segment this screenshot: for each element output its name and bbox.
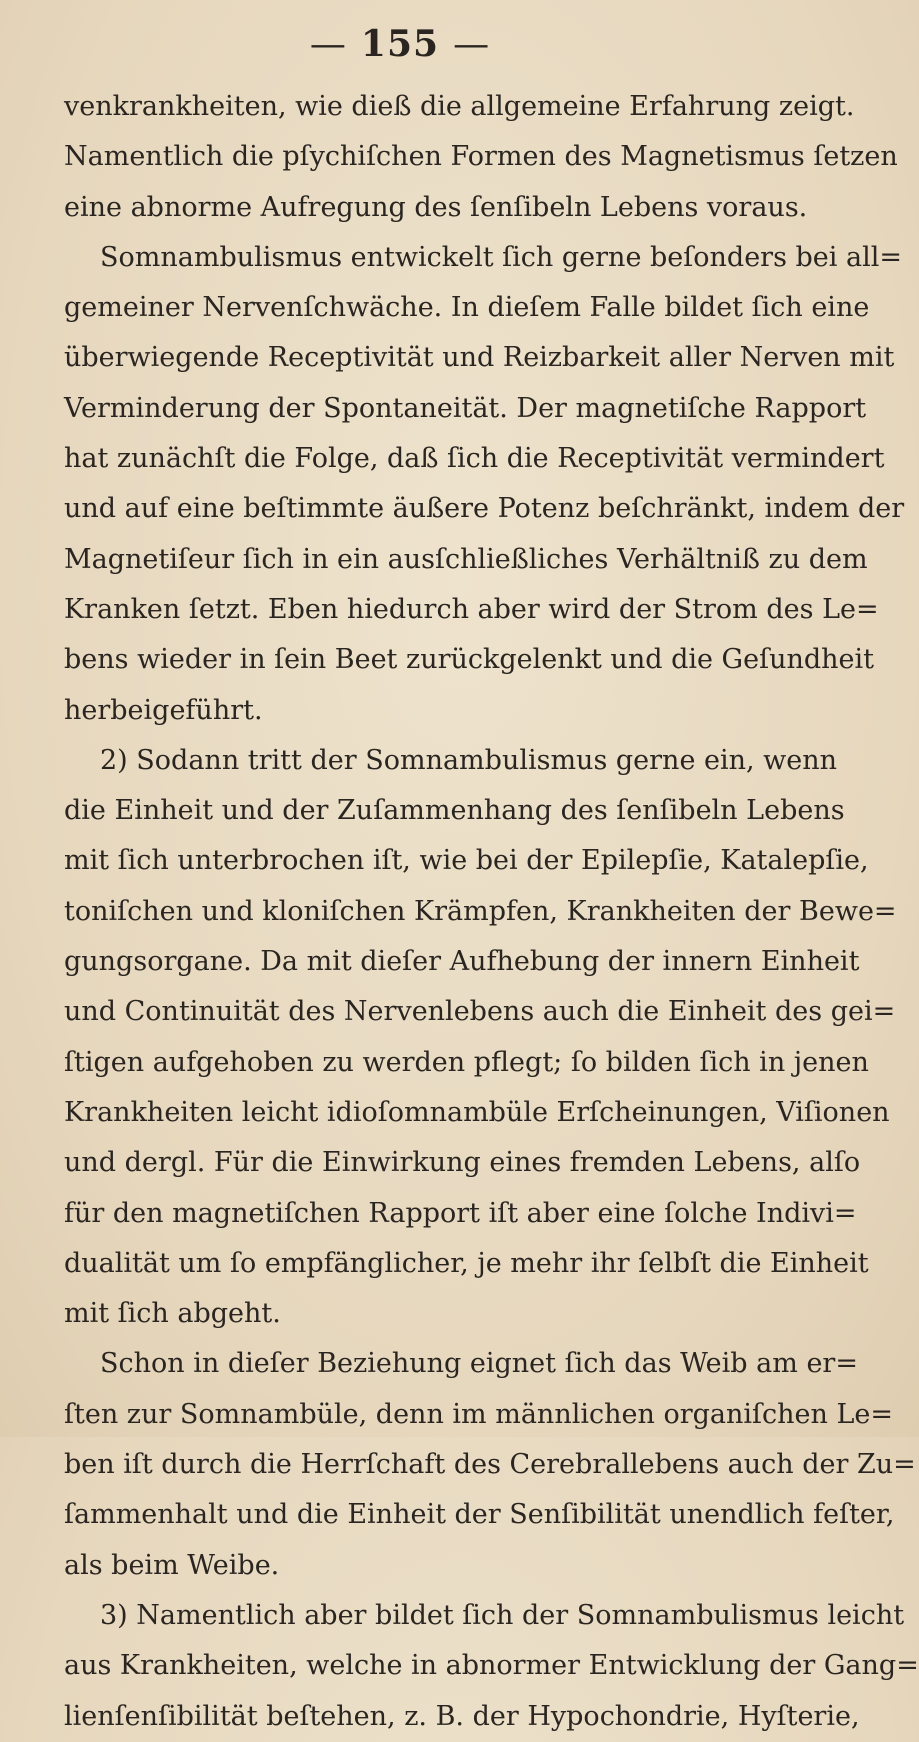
text-line: und auf eine beſtimmte äußere Potenz beſchränkt, indem der [64,493,905,525]
text-line: ſammenhalt und die Einheit der Senſibilität unendlich feſter, [64,1499,895,1531]
text-line: gungsorgane. Da mit dieſer Aufhebung der innern Einheit [64,946,860,978]
text-line: Verminderung der Spontaneität. Der magnetiſche Rapport [64,392,867,424]
text-line: hat zunächſt die Folge, daß ſich die Receptivität vermindert [64,443,885,475]
text-line: für den magnetiſchen Rapport iſt aber eine ſolche Indivi= [64,1197,857,1229]
text-line: aus Krankheiten, welche in abnormer Entwicklung der Gang= [64,1650,919,1682]
text-line: Krankheiten leicht idioſomnambüle Erſcheinungen, Viſionen [64,1096,890,1128]
text-line: Magnetiſeur ſich in ein ausſchließliches Verhältniß zu dem [64,543,868,575]
text-line: mit ſich unterbrochen iſt, wie bei der Epilepſie, Katalepſie, [64,845,869,877]
text-line: Somnambulismus entwickelt ſich gerne beſonders bei all= [100,241,902,273]
text-line: 2) Sodann tritt der Somnambulismus gerne ein, wenn [100,744,838,776]
text-line: mit ſich abgeht. [64,1298,281,1330]
text-line: ſtigen aufgehoben zu werden pflegt; ſo bilden ſich in jenen [64,1046,869,1078]
text-line: lienſenſibilität beſtehen, z. B. der Hypochondrie, Hyſterie, [64,1700,860,1732]
page-header [0,22,800,67]
text-line: ſten zur Somnambüle, denn im männlichen organiſchen Le= [64,1398,893,1430]
text-line: als beim Weibe. [64,1549,280,1581]
text-line: Kranken ſetzt. Eben hiedurch aber wird der Strom des Le= [64,593,879,625]
text-line: eine abnorme Aufregung des ſenſibeln Lebens voraus. [64,191,808,223]
header-dash-left: — [309,24,347,65]
text-line: Schon in dieſer Beziehung eignet ſich das Weib am er= [100,1348,858,1380]
text-line: gemeiner Nervenſchwäche. In dieſem Falle bildet ſich eine [64,292,870,324]
text-line: die Einheit und der Zuſammenhang des ſenſibeln Lebens [64,795,845,827]
text-line: dualität um ſo empfänglicher, je mehr ihr ſelbſt die Einheit [64,1247,869,1279]
text-line: venkrankheiten, wie dieß die allgemeine Erfahrung zeigt. [64,91,855,122]
text-line: Namentlich die pſychiſchen Formen des Magnetismus ſetzen [64,141,898,173]
text-line: bens wieder in ſein Beet zurückgelenkt und die Geſundheit [64,644,875,676]
text-line: herbeigeführt. [64,694,263,726]
text-line: überwiegende Receptivität und Reizbarkeit aller Nerven mit [64,342,895,374]
header-dash-right: — [453,24,491,65]
text-line: toniſchen und kloniſchen Krämpfen, Krankheiten der Bewe= [64,895,897,927]
text-line: und dergl. Für die Einwirkung eines fremden Lebens, alſo [64,1147,861,1179]
text-line: ben iſt durch die Herrſchaft des Cerebrallebens auch der Zu= [64,1449,916,1481]
body-text [64,82,919,1742]
text-line: und Continuität des Nervenlebens auch die Einheit des gei= [64,996,896,1028]
page-number: 155 [360,23,440,65]
text-line: 3) Namentlich aber bildet ſich der Somnambulismus leicht [100,1599,905,1631]
